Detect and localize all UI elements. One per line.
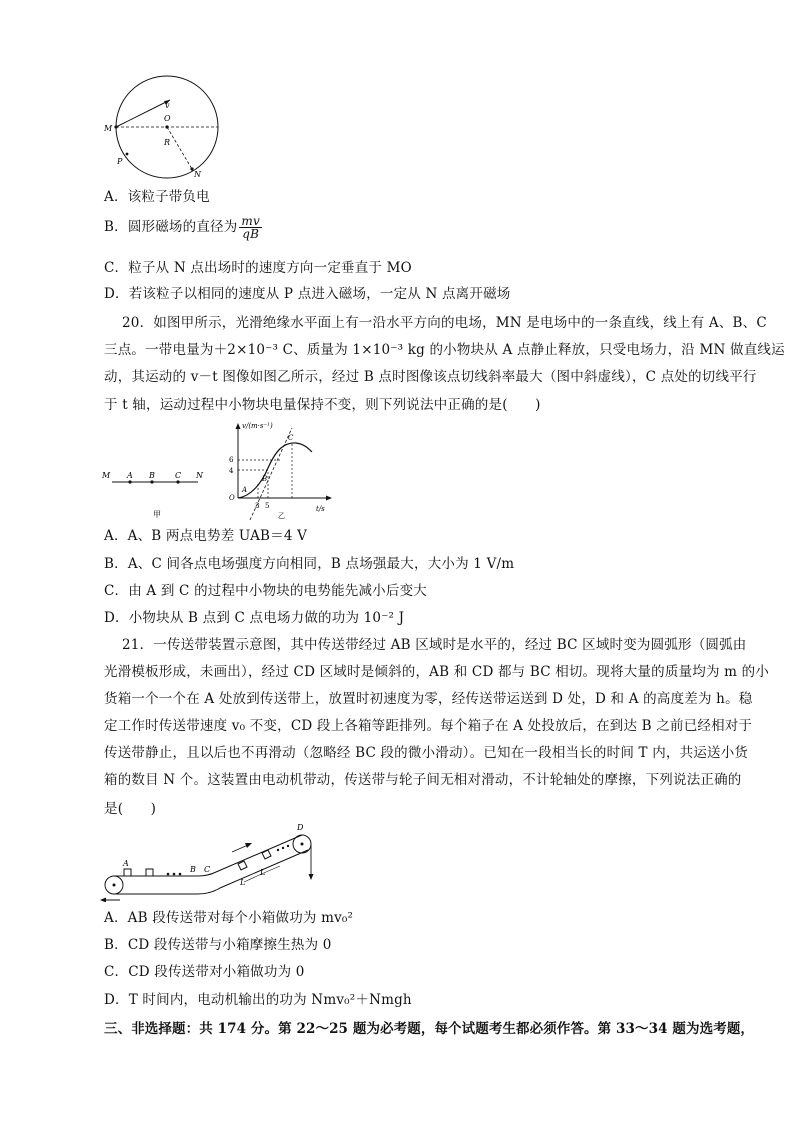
svg-text:O: O	[164, 114, 171, 123]
q21-option-a: A．AB 段传送带对每个小箱做功为 mv₀²	[104, 910, 354, 926]
q21-option-c: C．CD 段传送带对小箱做功为 0	[104, 964, 305, 980]
svg-text:B: B	[190, 865, 196, 874]
circle-field-figure	[100, 72, 230, 184]
fraction-mv-over-qb: $\frac{mv}{qB}$	[241, 214, 260, 241]
svg-text:A: A	[242, 486, 248, 494]
q20-option-a: A．A、B 两点电势差 UAB＝4 V	[104, 528, 308, 544]
q19-option-a: A．该粒子带负电	[104, 189, 210, 205]
svg-text:B: B	[262, 475, 268, 483]
q20-line-2: 三点。一带电量为＋2×10⁻³ C、质量为 1×10⁻³ kg 的小物块从 A 点静止释放，只受电场力，沿 MN 做直线运	[104, 342, 785, 358]
svg-text:C: C	[204, 865, 211, 874]
svg-text:M: M	[102, 471, 111, 480]
svg-text:C: C	[175, 471, 182, 480]
q21-line-3: 货箱一个一个在 A 处放到传送带上，放置时初速度为零，经传送带运送到 D 处，D 和 A 的高度差为 h。稳	[104, 691, 753, 707]
q20-option-c: C．由 A 到 C 的过程中小物块的电势能先减小后变大	[104, 583, 427, 599]
q20-line-1: 20．如图甲所示，光滑绝缘水平面上有一沿水平方向的电场，MN 是电场中的一条直线，线上有 A、B、C	[122, 315, 767, 331]
svg-text:M: M	[104, 124, 113, 133]
svg-text:P: P	[117, 157, 123, 166]
svg-text:3: 3	[255, 502, 260, 510]
q20-option-d: D．小物块从 B 点到 C 点电场力做的功为 10⁻² J	[104, 610, 405, 626]
svg-text:A: A	[123, 859, 129, 868]
q21-line-5: 传送带静止，且以后也不再滑动（忽略经 BC 段的微小滑动）。已知在一段相当长的时间 T 内，共运送小货	[104, 745, 749, 761]
svg-text:6: 6	[229, 456, 234, 464]
svg-text:L: L	[240, 878, 246, 887]
svg-text:L: L	[260, 868, 266, 877]
conveyor-belt-figure	[98, 822, 328, 902]
svg-text:v: v	[165, 101, 170, 110]
q21-line-1: 21．一传送带装置示意图，其中传送带经过 AB 区域时是水平的，经过 BC 区域时变为圆弧形（圆弧由	[122, 637, 747, 653]
svg-text:N: N	[194, 170, 201, 179]
q20-option-b: B．A、C 间各点电场强度方向相同，B 点场强最大，大小为 1 V/m	[104, 556, 515, 572]
vt-graph-figure	[222, 420, 342, 520]
q19-option-b	[104, 215, 262, 240]
svg-text:D: D	[297, 823, 304, 832]
q19-option-b-prefix: B．圆形磁场的直径为	[104, 219, 238, 235]
svg-text:R: R	[164, 138, 171, 147]
q21-line-4: 定工作时传送带速度 v₀ 不变，CD 段上各箱等距排列。每个箱子在 A 处投放后，在到达 B 之前已经相对于	[104, 718, 753, 734]
svg-text:t/s: t/s	[316, 505, 325, 513]
svg-text:v/(m·s⁻¹): v/(m·s⁻¹)	[242, 422, 273, 430]
svg-text:A: A	[127, 471, 133, 480]
q19-option-d: D．若该粒子以相同的速度从 P 点进入磁场，一定从 N 点离开磁场	[104, 286, 511, 302]
q21-line-6: 箱的数目 N 个。这装置由电动机带动，传送带与轮子间无相对滑动，不计轮轴处的摩擦，下列说法正确的	[104, 772, 742, 788]
svg-text:N: N	[196, 471, 203, 480]
svg-text:C: C	[288, 434, 294, 442]
svg-text:O: O	[229, 494, 235, 502]
section-3-heading: 三、非选择题：共 174 分。第 22～25 题为必考题，每个试题考生都必须作答。第 33～34 题为选考题，	[104, 1021, 755, 1037]
q19-option-c: C．粒子从 N 点出场时的速度方向一定垂直于 MO	[104, 260, 412, 276]
q20-line-3: 动，其运动的 v－t 图像如图乙所示，经过 B 点时图像该点切线斜率最大（图中斜虚线），C 点处的切线平行	[104, 369, 757, 385]
line-mn-figure	[98, 465, 218, 520]
svg-text:5: 5	[265, 502, 270, 510]
svg-text:B: B	[149, 471, 155, 480]
q21-line-7: 是( )	[104, 801, 157, 817]
q21-option-d: D．T 时间内，电动机输出的功为 Nmv₀²＋Nmgh	[104, 992, 412, 1008]
q21-option-b: B．CD 段传送带与小箱摩擦生热为 0	[104, 937, 332, 953]
svg-text:4: 4	[229, 467, 234, 475]
svg-text:甲: 甲	[153, 510, 161, 519]
q21-line-2: 光滑模板形成，未画出），经过 CD 区域时是倾斜的，AB 和 CD 都与 BC 相切。现将大量的质量均为 m 的小	[104, 664, 770, 680]
svg-text:乙: 乙	[278, 512, 285, 520]
q20-line-4: 于 t 轴，运动过程中小物块电量保持不变，则下列说法中正确的是( )	[104, 397, 541, 413]
